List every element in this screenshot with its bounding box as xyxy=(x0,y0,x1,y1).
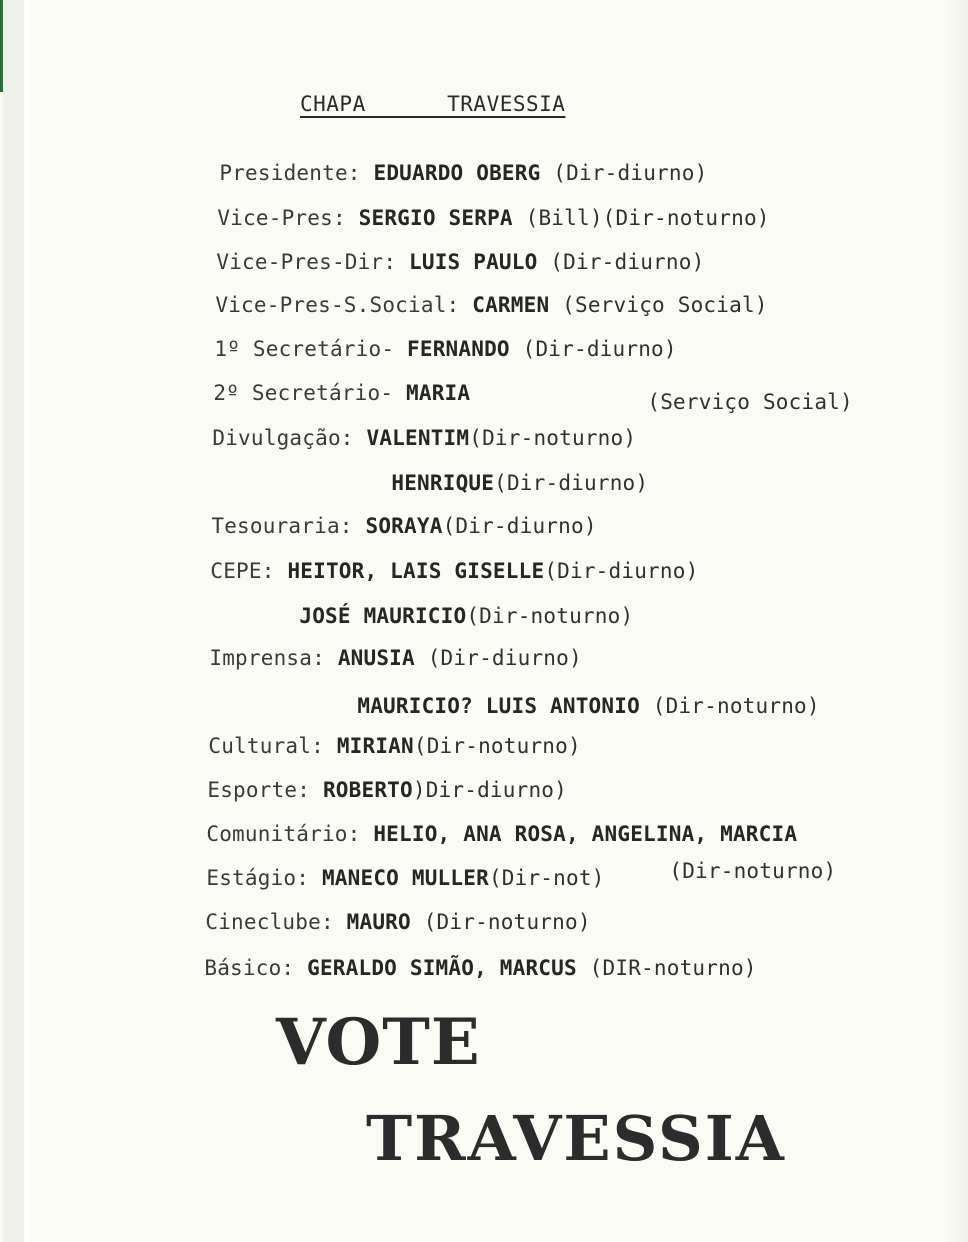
role-label: 1º Secretário- xyxy=(214,337,408,361)
role-label: Comunitário: xyxy=(206,822,374,846)
member-name: ROBERTO xyxy=(322,778,413,802)
member-affiliation: (Dir-noturno) xyxy=(669,859,837,883)
member-name: MIRIAN xyxy=(336,734,414,758)
member-affiliation: (DIR-noturno) xyxy=(576,956,757,980)
member-affiliation: (Dir-noturno) xyxy=(410,910,591,934)
member-name: EDUARDO OBERG xyxy=(373,161,541,185)
role-label: Cineclube: xyxy=(205,910,347,934)
role-label: Divulgação: xyxy=(212,426,367,450)
member-affiliation: (Dir-diurno) xyxy=(509,337,677,361)
member-name: HEITOR, LAIS GISELLE xyxy=(287,559,545,583)
member-affiliation: )Dir-diurno) xyxy=(412,778,567,802)
member-name: MAURO xyxy=(346,910,411,934)
role-label: Básico: xyxy=(204,956,308,980)
role-label: Tesouraria: xyxy=(211,514,366,538)
member-name: LUIS PAULO xyxy=(409,250,538,274)
member-affiliation: (Serviço Social) xyxy=(549,293,768,317)
member-affiliation: (Dir-diurno) xyxy=(494,471,649,495)
member-name: HENRIQUE xyxy=(391,471,495,495)
member-name: MARIA xyxy=(406,381,471,405)
roster-line-basico xyxy=(153,932,757,1004)
member-name: VALENTIM xyxy=(366,426,470,450)
member-name: GERALDO SIMÃO, MARCUS xyxy=(307,956,577,980)
role-label: Vice-Pres-S.Social: xyxy=(215,293,473,317)
member-affiliation: (Dir-not) xyxy=(488,866,605,890)
member-name: FERNANDO xyxy=(407,337,510,361)
member-affiliation: (Dir-diurno) xyxy=(537,250,705,274)
member-affiliation: (Dir-noturno) xyxy=(466,604,634,628)
role-label: Cultural: xyxy=(208,734,337,758)
member-name: SERGIO SERPA xyxy=(358,206,513,230)
role-label: 2º Secretário- xyxy=(213,381,407,405)
member-name: HELIO, ANA ROSA, ANGELINA, MARCIA xyxy=(373,822,798,846)
member-name: MAURICIO? LUIS ANTONIO xyxy=(357,694,640,718)
member-affiliation: (Dir-diurno) xyxy=(544,559,699,583)
member-affiliation: (Dir-noturno) xyxy=(413,734,581,758)
member-name: SORAYA xyxy=(365,514,443,538)
member-name: JOSÉ MAURICIO xyxy=(299,604,467,628)
member-affiliation: (Dir-noturno) xyxy=(469,426,637,450)
member-name: MANECO MULLER xyxy=(321,866,489,890)
member-affiliation: (Serviço Social) xyxy=(647,390,853,414)
role-label: Imprensa: xyxy=(209,646,338,670)
member-name: ANUSIA xyxy=(337,646,415,670)
page-title: CHAPA TRAVESSIA xyxy=(300,92,566,116)
slogan-travessia: TRAVESSIA xyxy=(366,1102,786,1175)
member-affiliation: (Dir-diurno) xyxy=(540,161,708,185)
role-label: Vice-Pres: xyxy=(217,206,359,230)
role-label: Presidente: xyxy=(219,161,374,185)
member-affiliation: (Dir-noturno) xyxy=(639,694,820,718)
member-name: CARMEN xyxy=(472,293,550,317)
member-affiliation: (Dir-diurno) xyxy=(442,514,597,538)
role-label: Esporte: xyxy=(207,778,323,802)
role-label: CEPE: xyxy=(210,559,288,583)
slogan-vote: VOTE xyxy=(276,1005,481,1080)
roster-line-comunitario-affiliation xyxy=(618,835,836,907)
member-affiliation: (Bill)(Dir-noturno) xyxy=(512,206,770,230)
role-label: Estágio: xyxy=(206,866,322,890)
member-affiliation: (Dir-diurno) xyxy=(414,646,582,670)
role-label: Vice-Pres-Dir: xyxy=(216,250,410,274)
